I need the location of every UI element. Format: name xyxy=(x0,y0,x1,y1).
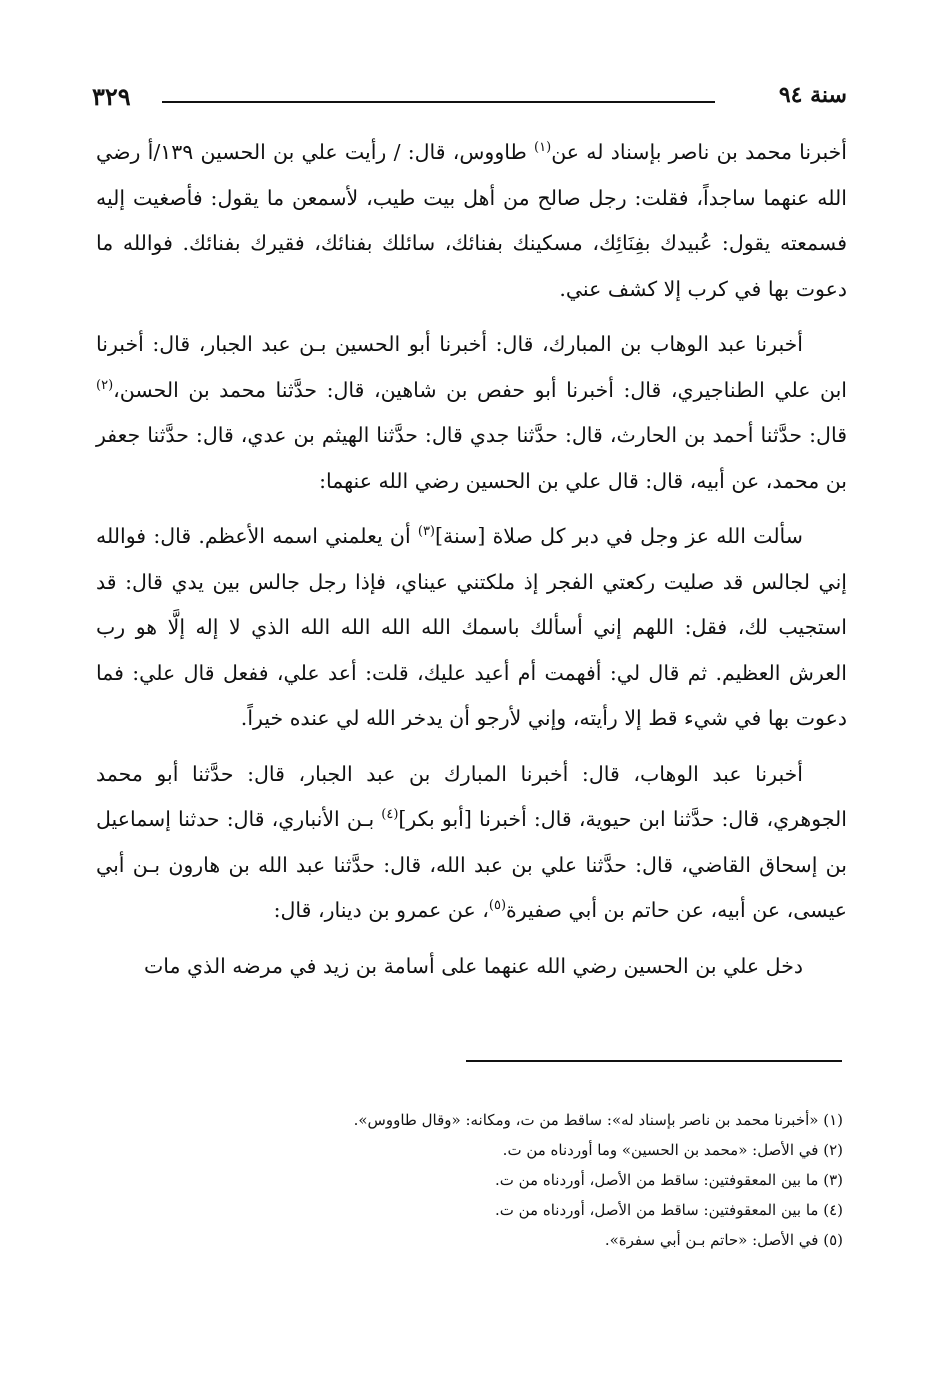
footnote-separator xyxy=(466,1060,842,1062)
footnote-2: (٢) في الأصل: «محمد بن الحسين» وما أوردناه من ت. xyxy=(502,1141,843,1159)
paragraph-4-text-c: ، عن عمرو بن دينار، قال: xyxy=(273,898,489,922)
paragraph-4-text-b: بـن الأنباري، قال: حدثنا إسماعيل بن إسحاق القاضي، قال: حدَّثنا علي بن عبد الله، قال: حدَّثنا عبد الله بن هارون بـن أبي عيسى، عن أبيه، عن حاتم بن أبي صفيرة xyxy=(96,807,847,922)
paragraph-2-text-a: أخبرنا عبد الوهاب بن المبارك، قال: أخبرنا أبو الحسين بـن عبد الجبار، قال: أخبرنا ابن علي الطناجيري، قال: أخبرنا أبو حفص بن شاهين، قال: حدَّثنا محمد بن الحسن، xyxy=(96,332,847,402)
paragraph-3 xyxy=(96,514,847,742)
footnote-1: (١) «أخبرنا محمد بن ناصر بإسناد له»: ساقط من ت، ومكانه: «وقال طاووس». xyxy=(353,1111,843,1129)
footnote-ref-4: (٤) xyxy=(381,807,399,823)
footnotes xyxy=(200,1105,843,1255)
paragraph-3-text-b: أن يعلمني اسمه الأعظم. قال: فوالله إني لجالس قد صليت ركعتي الفجر إذ ملكتني عيناي، فإذا رجل جالس بين يدي قال: قد استجيب لك، فقل: اللهم إني أسألك باسمك الله الله الله الله الذي لا إله إلَّا هو رب العرش العظيم. ثم قال لي: أفهمت أم أعيد عليك، قلت: أعد علي، ففعل قال علي: فما دعوت بها في شيء قط إلا رأيته، وإني لأرجو أن يدخر الله لي عنده خيراً. xyxy=(96,524,847,730)
footnote-ref-1: (١) xyxy=(534,140,552,156)
paragraph-4 xyxy=(96,752,847,934)
paragraph-1 xyxy=(96,130,847,312)
header-rule xyxy=(162,101,715,103)
footnote-3: (٣) ما بين المعقوفتين: ساقط من الأصل، أوردناه من ت. xyxy=(494,1171,843,1189)
page-header xyxy=(92,76,847,116)
running-head-year: سنة ٩٤ xyxy=(778,82,847,108)
paragraph-1-text-b: طاووس، قال: / رأيت علي بن الحسين ١٣٩/أ رضي الله عنهما ساجداً، فقلت: رجل صالح من أهل بيت طيب، لأسمعن ما يقول: فأصغيت إليه فسمعته يقول: عُبيدك بفِنَائِك، مسكينك بفنائك، سائلك بفنائك، فقيرك بفنائك. فوالله ما دعوت بها في كرب إلا كشف عني. xyxy=(96,140,847,301)
footnote-ref-2: (٢) xyxy=(96,377,114,393)
paragraph-1-text-a: أخبرنا محمد بن ناصر بإسناد له عن xyxy=(551,140,847,164)
paragraph-2-text-b: قال: حدَّثنا أحمد بن الحارث، قال: حدَّثنا جدي قال: حدَّثنا الهيثم بن عدي، قال: حدَّثنا جعفر بن محمد، عن أبيه، قال: قال علي بن الحسين رضي الله عنهما: xyxy=(96,423,847,493)
paragraph-4-text-a: أخبرنا عبد الوهاب، قال: أخبرنا المبارك بن عبد الجبار، قال: حدَّثنا أبو محمد الجوهري، قال: حدَّثنا ابن حيوية، قال: أخبرنا [أبو بكر] xyxy=(96,761,847,831)
footnote-ref-3: (٣) xyxy=(417,524,435,540)
footnote-4: (٤) ما بين المعقوفتين: ساقط من الأصل، أوردناه من ت. xyxy=(494,1201,843,1219)
paragraph-5: دخل علي بن الحسين رضي الله عنهما على أسامة بن زيد في مرضه الذي مات xyxy=(143,953,803,978)
main-text xyxy=(96,130,847,999)
footnote-5: (٥) في الأصل: «حاتم بـن أبي سفرة». xyxy=(604,1231,843,1249)
paragraph-2 xyxy=(96,322,847,504)
footnote-ref-5: (٥) xyxy=(488,898,507,914)
paragraph-3-text-a: سألت الله عز وجل في دبر كل صلاة [سنة] xyxy=(435,524,803,548)
page-number: ٣٢٩ xyxy=(92,82,131,111)
